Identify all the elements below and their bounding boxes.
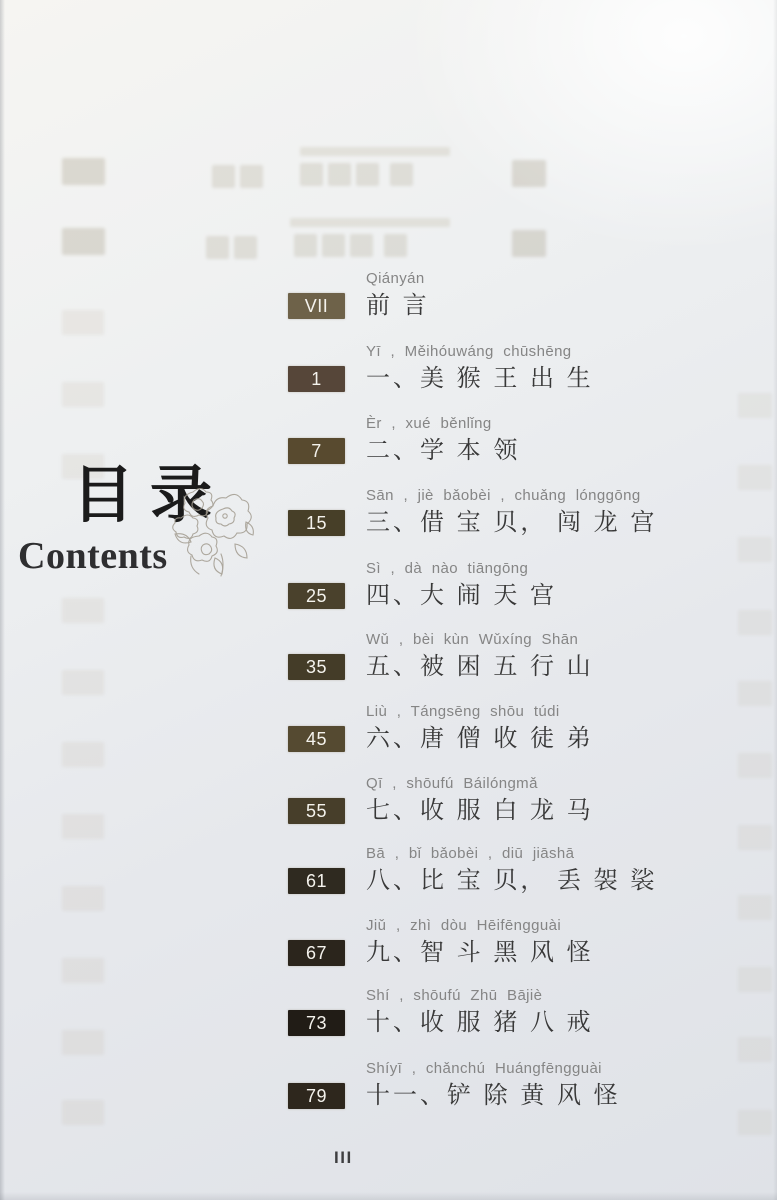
toc-entry[interactable] <box>288 559 748 611</box>
toc-page-number-badge[interactable]: 1 <box>288 366 345 392</box>
toc-entry-pinyin: Liù , Tángsēng shōu túdi <box>366 703 560 720</box>
page-edge-shadow-left <box>0 0 5 1200</box>
toc-entry[interactable] <box>288 702 748 754</box>
toc-entry-title: 七、收 服 白 龙 马 <box>366 797 594 824</box>
toc-entry-pinyin: Yī , Měihóuwáng chūshēng <box>366 343 572 360</box>
toc-entry[interactable] <box>288 844 748 896</box>
toc-entry-title: 九、智 斗 黑 风 怪 <box>366 939 594 966</box>
toc-entry[interactable] <box>288 486 748 538</box>
toc-page-number-badge[interactable]: 55 <box>288 798 345 824</box>
toc-entry-title: 一、美 猴 王 出 生 <box>366 365 594 392</box>
toc-page-number-badge[interactable]: 67 <box>288 940 345 966</box>
page-edge-shadow-right <box>773 0 777 1200</box>
toc-entry-pinyin: Sān , jiè bǎobèi , chuǎng lónggōng <box>366 487 641 504</box>
contents-title-english: Contents <box>18 535 168 577</box>
toc-entry-pinyin: Èr , xué běnlǐng <box>366 415 492 432</box>
toc-page-number-badge[interactable]: 35 <box>288 654 345 680</box>
toc-entry-title: 三、借 宝 贝， 闯 龙 宫 <box>366 509 658 536</box>
toc-entry[interactable] <box>288 986 748 1038</box>
toc-entry-pinyin: Shíyī , chǎnchú Huángfēngguài <box>366 1060 602 1077</box>
toc-entry[interactable] <box>288 1059 748 1111</box>
toc-entry-pinyin: Wǔ , bèi kùn Wǔxíng Shān <box>366 631 579 648</box>
page-edge-shadow-bottom <box>0 1192 777 1200</box>
toc-entry[interactable] <box>288 774 748 826</box>
toc-entry-title: 二、学 本 领 <box>366 437 521 464</box>
toc-entry-pinyin: Shí , shōufú Zhū Bājiè <box>366 987 543 1004</box>
toc-entry-title: 四、大 闹 天 宫 <box>366 582 558 609</box>
toc-entry[interactable] <box>288 342 748 394</box>
toc-entry-pinyin: Jiǔ , zhì dòu Hēifēngguài <box>366 917 562 934</box>
toc-entry[interactable] <box>288 414 748 466</box>
toc-page-number-badge[interactable]: 73 <box>288 1010 345 1036</box>
toc-entry[interactable] <box>288 269 748 321</box>
toc-page-number-badge[interactable]: 61 <box>288 868 345 894</box>
toc-page-number-badge[interactable]: 45 <box>288 726 345 752</box>
toc-entry-pinyin: Bā , bǐ bǎobèi , diū jiāshā <box>366 845 575 862</box>
flower-illustration <box>163 474 265 580</box>
toc-page-number-badge[interactable]: 15 <box>288 510 345 536</box>
toc-entry[interactable] <box>288 916 748 968</box>
toc-entry[interactable] <box>288 630 748 682</box>
toc-page-number-badge[interactable]: 79 <box>288 1083 345 1109</box>
toc-entry-pinyin: Sì , dà nào tiāngōng <box>366 560 529 577</box>
toc-entry-title: 五、被 困 五 行 山 <box>366 653 594 680</box>
toc-page-number-badge[interactable]: 7 <box>288 438 345 464</box>
toc-entry-title: 十一、铲 除 黄 风 怪 <box>366 1082 621 1109</box>
toc-page-number-badge[interactable]: 25 <box>288 583 345 609</box>
folio-page-number: III <box>334 1148 353 1167</box>
toc-entry-title: 六、唐 僧 收 徒 弟 <box>366 725 594 752</box>
contents-title-chinese: 目录 <box>72 458 229 531</box>
toc-entry-title: 十、收 服 猪 八 戒 <box>366 1009 594 1036</box>
toc-entry-title: 前 言 <box>366 292 430 319</box>
toc-entry-pinyin: Qī , shōufú Báilóngmǎ <box>366 775 538 792</box>
toc-entry-title: 八、比 宝 贝， 丢 袈 裟 <box>366 867 658 894</box>
toc-entry-pinyin: Qiányán <box>366 270 425 287</box>
toc-page-number-badge[interactable]: VII <box>288 293 345 319</box>
